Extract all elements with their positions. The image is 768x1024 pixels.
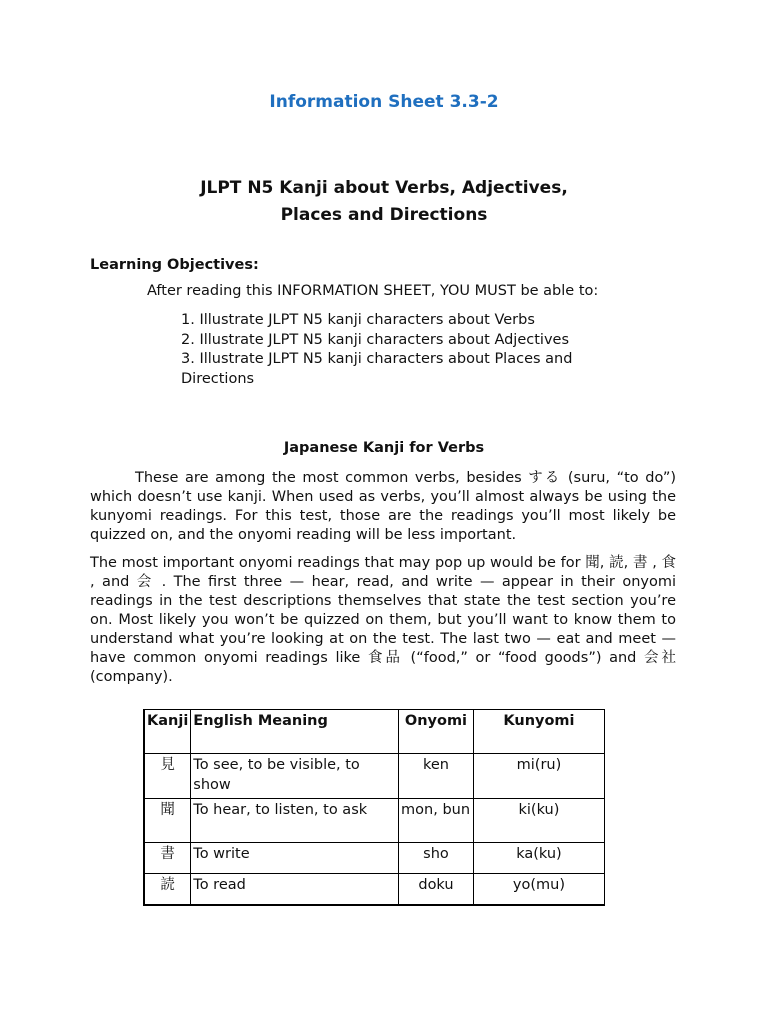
kanji-verbs-table <box>143 709 605 906</box>
cell-english: To hear, to listen, to ask <box>191 799 399 843</box>
cell-kanji: 見 <box>144 754 191 799</box>
learning-objectives-intro: After reading this INFORMATION SHEET, YOU MUST be able to: <box>147 283 599 299</box>
section-heading: Japanese Kanji for Verbs <box>283 440 485 456</box>
cell-kanji: 書 <box>144 843 191 874</box>
table-header-row <box>144 710 605 754</box>
cell-english: To read <box>191 874 399 905</box>
header-kunyomi: Kunyomi <box>473 710 604 754</box>
objective-item: 2. Illustrate JLPT N5 kanji characters about Adjectives <box>181 331 570 348</box>
document-title-line-2: Places and Directions <box>280 205 488 225</box>
cell-kunyomi: yo(mu) <box>473 874 604 905</box>
cell-onyomi: sho <box>399 843 474 874</box>
document-title <box>0 175 768 229</box>
cell-onyomi: ken <box>399 754 474 799</box>
table-row <box>144 843 605 874</box>
cell-english: To see, to be visible, to show <box>191 754 399 799</box>
cell-kanji: 聞 <box>144 799 191 843</box>
objectives-list <box>181 311 611 389</box>
objective-item: 3. Illustrate JLPT N5 kanji characters about Places and Directions <box>181 351 573 387</box>
header-onyomi: Onyomi <box>399 710 474 754</box>
objective-item: 1. Illustrate JLPT N5 kanji characters about Verbs <box>181 312 535 328</box>
cell-onyomi: doku <box>399 874 474 905</box>
document-title-line-1: JLPT N5 Kanji about Verbs, Adjectives, <box>200 178 568 198</box>
cell-english: To write <box>191 843 399 874</box>
header-kanji: Kanji <box>144 710 191 754</box>
header-english-meaning: English Meaning <box>191 710 399 754</box>
table-row <box>144 874 605 905</box>
cell-kunyomi: ka(ku) <box>473 843 604 874</box>
cell-kanji: 読 <box>144 874 191 905</box>
verbs-paragraph-1: These are among the most common verbs, besides する (suru, “to do”) which doesn’t use kanji. When used as verbs, you’ll almost always be using the kunyomi readings. For this test, those are the readings you’ll most likely be quizzed on, and the onyomi reading will be less important. <box>90 470 676 543</box>
table-row <box>144 754 605 799</box>
verbs-paragraph-2: The most important onyomi readings that may pop up would be for 聞, 読, 書 , 食 , and 会 . The first three — hear, read, and write — appear in their onyomi readings in the test descriptions themselves that state the test section you’re on. Most likely you won’t be quizzed on them, but you’ll want to know them to understand what you’re looking at on the test. The last two — eat and meet — have common onyomi readings like 食品 (“food,” or “food goods”) and 会社 (company). <box>90 555 676 685</box>
cell-kunyomi: ki(ku) <box>473 799 604 843</box>
learning-objectives-heading: Learning Objectives: <box>90 257 259 273</box>
cell-onyomi: mon, bun <box>399 799 474 843</box>
sheet-title: Information Sheet 3.3-2 <box>269 92 499 112</box>
table-row <box>144 799 605 843</box>
cell-kunyomi: mi(ru) <box>473 754 604 799</box>
